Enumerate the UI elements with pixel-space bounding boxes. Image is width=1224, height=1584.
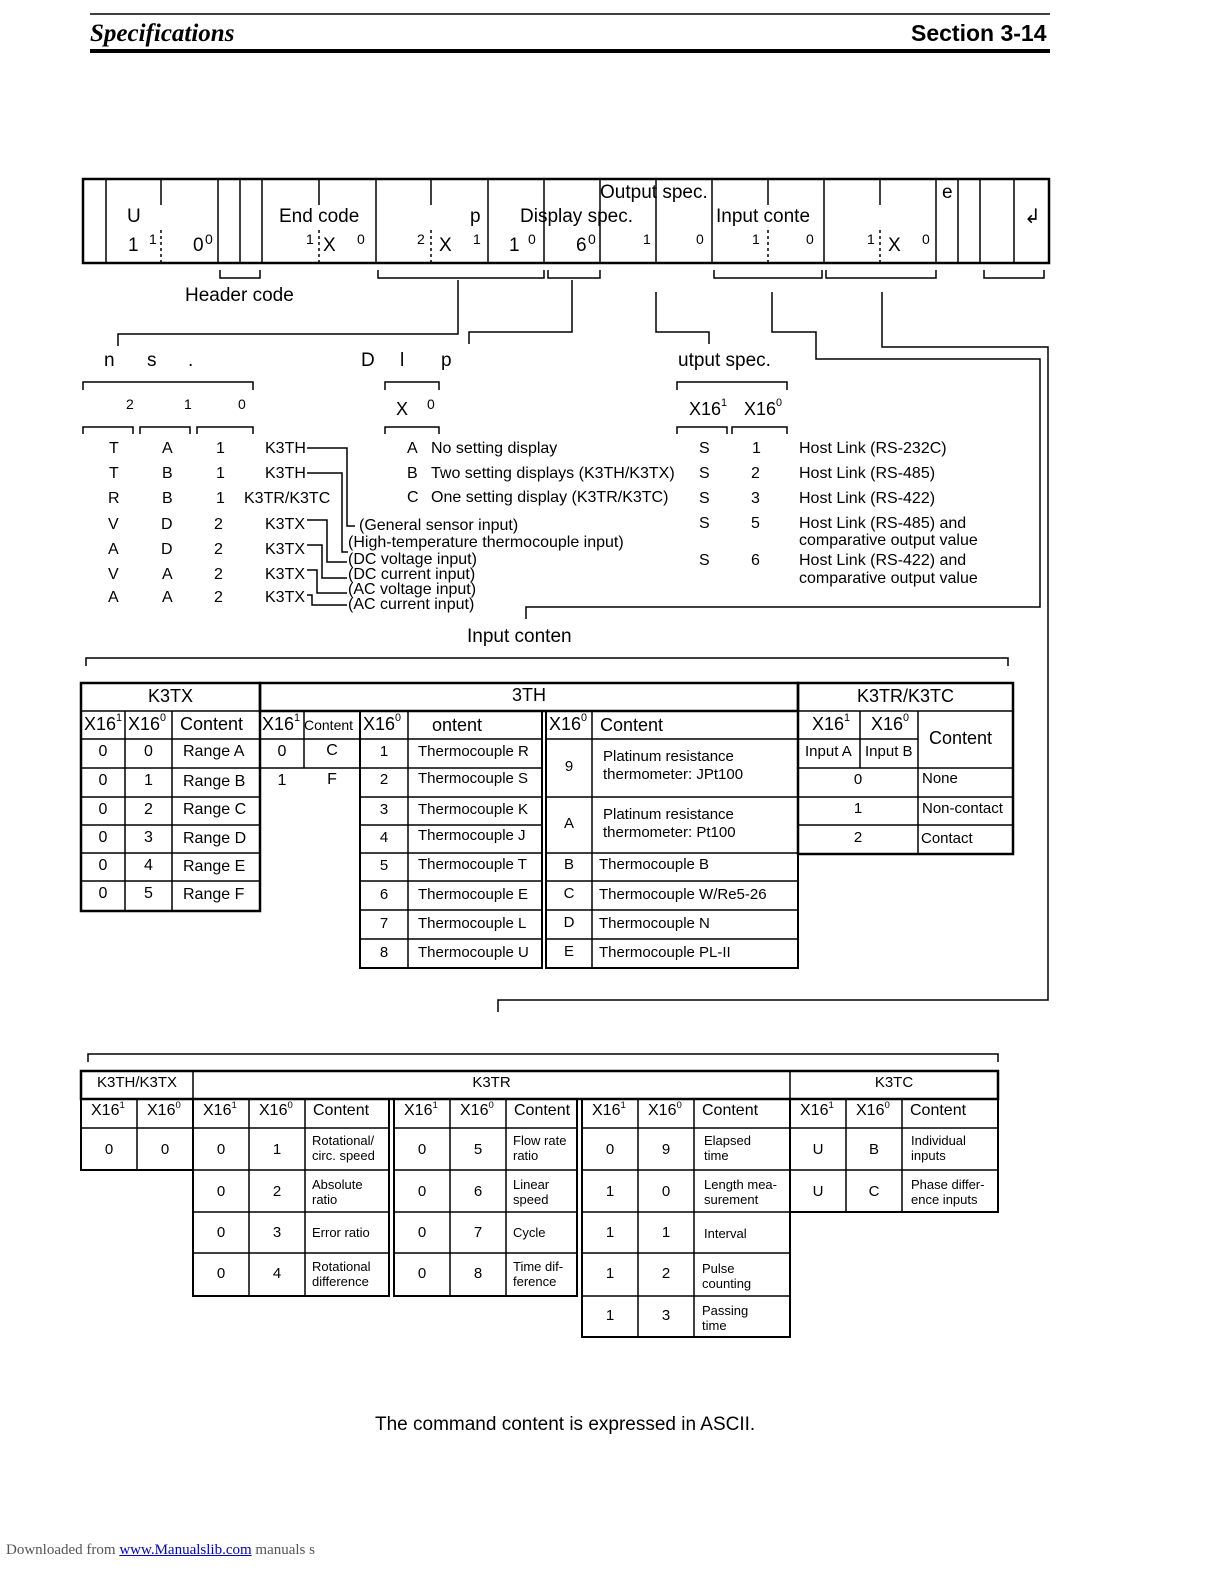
model-note: (DC current input) <box>348 566 476 583</box>
model-row-b: A <box>162 589 173 606</box>
frame-digit: 0 <box>696 231 704 247</box>
model-note: (AC current input) <box>348 596 475 613</box>
cell: Platinum resistance thermometer: JPt100 <box>603 748 744 783</box>
output-b: 5 <box>751 515 760 532</box>
cell: 0 <box>216 1224 226 1241</box>
cell: Passing time <box>702 1303 749 1333</box>
frame-digit: 0 <box>922 231 930 247</box>
cell: 4 <box>272 1265 282 1282</box>
frame-digit: 1 <box>306 231 314 247</box>
cell: Length mea- surement <box>704 1177 777 1207</box>
display-code: B <box>407 465 418 482</box>
cell: Contact <box>921 830 973 847</box>
cell: 1 <box>144 772 153 789</box>
output-a: S <box>699 440 710 457</box>
cell: B <box>868 1141 879 1158</box>
output-col1: $X16^1$ <box>689 397 728 419</box>
model-row-c: 2 <box>214 566 223 583</box>
display-text: Two setting displays (K3TH/K3TX) <box>431 465 675 482</box>
cell: 0 <box>417 1183 427 1200</box>
col-head: $X16^0$ <box>856 1100 890 1119</box>
sub-head: Input A <box>805 743 852 760</box>
frame-digit: 0 <box>528 231 536 247</box>
model-title-frag: n <box>104 350 115 371</box>
col-head: Content <box>910 1102 967 1119</box>
col-head: $X16^1$ <box>800 1100 834 1119</box>
frame-label-display-spec: Display spec. <box>520 206 633 227</box>
model-row-b: A <box>162 440 173 457</box>
cell: Thermocouple K <box>418 801 529 818</box>
cell: 0 <box>417 1224 427 1241</box>
cell: 7 <box>379 915 389 932</box>
output-text: Host Link (RS-422) and <box>799 552 967 569</box>
cell: 1 <box>379 743 389 760</box>
model-row-c: 2 <box>214 589 223 606</box>
frame-digit: 6 <box>576 235 587 256</box>
cell: 0 <box>417 1265 427 1282</box>
col-head: $X16^1$ <box>404 1100 438 1119</box>
model-note: (High-temperature thermocouple input) <box>348 534 624 551</box>
output-text2: comparative output value <box>799 570 978 587</box>
frame-digit: 1 <box>867 231 875 247</box>
table1-group-k3tx: K3TX <box>147 686 194 706</box>
col-head: Content <box>514 1102 571 1119</box>
col-head: Content <box>180 714 244 734</box>
frame-digit: X <box>323 235 336 256</box>
table1-group-3th: 3TH <box>511 685 546 705</box>
col-head: $X16^0$ <box>363 712 402 734</box>
cell: 1 <box>605 1307 615 1324</box>
cell: 0 <box>104 1141 114 1158</box>
col-head: Content <box>600 715 664 735</box>
col-head: $X16^0$ <box>648 1100 682 1119</box>
cell: C <box>563 885 575 902</box>
col-head: $X16^0$ <box>549 712 588 734</box>
output-b: 2 <box>751 465 760 482</box>
cell: Range C <box>183 801 247 818</box>
table1-group-k3tr: K3TR/K3TC <box>856 686 955 706</box>
cell: 5 <box>473 1141 483 1158</box>
cell: 0 <box>98 857 108 874</box>
cell: 6 <box>473 1183 483 1200</box>
cell: 0 <box>144 743 153 760</box>
display-col-0: 0 <box>427 396 435 412</box>
cell: B <box>563 856 574 873</box>
table2-group-k3th: K3TH/K3TX <box>96 1074 178 1091</box>
cell: 0 <box>98 885 108 902</box>
cell: None <box>922 770 958 787</box>
output-text: Host Link (RS-422) <box>799 490 936 507</box>
frame-digit: 1 <box>149 231 157 247</box>
frame-digit: 0 <box>357 231 365 247</box>
cell: Range D <box>183 830 247 847</box>
cell: 0 <box>98 829 108 846</box>
model-row-name: K3TX <box>265 589 306 606</box>
cell: 0 <box>98 743 108 760</box>
sub-head: Input B <box>865 743 913 760</box>
cell: 1 <box>605 1224 615 1241</box>
enter-icon: ↲ <box>1024 206 1041 228</box>
cell: 3 <box>379 801 389 818</box>
cell: Thermocouple N <box>599 915 710 932</box>
model-row-c: 2 <box>214 516 223 533</box>
cell: 3 <box>272 1224 282 1241</box>
display-code: A <box>407 440 418 457</box>
display-code: C <box>407 489 419 506</box>
cell: 3 <box>661 1307 671 1324</box>
output-col0: $X16^0$ <box>744 397 783 419</box>
frame-digit: 0 <box>205 231 213 247</box>
footer: Downloaded from www.Manualslib.com manuals s <box>6 1542 315 1558</box>
cell: Thermocouple B <box>599 856 710 873</box>
display-title-frag: D <box>361 350 375 371</box>
model-note: (DC voltage input) <box>348 551 477 568</box>
cell: 7 <box>473 1224 483 1241</box>
cell: 4 <box>379 829 389 846</box>
cell: Rotational difference <box>312 1259 371 1289</box>
model-row-a: R <box>108 490 120 507</box>
cell: U <box>812 1141 824 1158</box>
cell: 0 <box>216 1141 226 1158</box>
cell: Range B <box>183 773 246 790</box>
cell: 0 <box>417 1141 427 1158</box>
cell: 1 <box>277 772 287 789</box>
cell: 9 <box>661 1141 671 1158</box>
cell: 1 <box>272 1141 282 1158</box>
output-text2: comparative output value <box>799 532 978 549</box>
section-number: Section 3-14 <box>911 20 1047 46</box>
frame-label-unit: U <box>127 206 141 227</box>
cell: Rotational/ circ. speed <box>312 1133 375 1163</box>
col-head: ontent <box>432 715 483 735</box>
col-head: $X16^0$ <box>259 1100 293 1119</box>
model-row-b: A <box>162 566 173 583</box>
cell: 2 <box>853 829 863 846</box>
cell: 0 <box>98 772 108 789</box>
cell: 2 <box>272 1183 282 1200</box>
output-title: utput spec. <box>678 350 771 371</box>
model-row-name: K3TR/K3TC <box>244 490 331 507</box>
cell: Thermocouple L <box>418 915 527 932</box>
cell: Linear speed <box>513 1177 550 1207</box>
model-note: (General sensor input) <box>359 517 519 534</box>
model-col-head: 2 <box>126 396 134 412</box>
cell: 0 <box>216 1265 226 1282</box>
cell: U <box>812 1183 824 1200</box>
model-row-name: K3TX <box>265 516 306 533</box>
model-title-frag: s <box>147 350 157 371</box>
model-title-frag: . <box>188 350 194 371</box>
cell: D <box>563 914 575 931</box>
model-col-head: 0 <box>238 396 246 412</box>
cell: 9 <box>564 758 574 775</box>
cell: Flow rate ratio <box>513 1133 567 1163</box>
output-text: Host Link (RS-485) and <box>799 515 967 532</box>
model-row-c: 1 <box>216 465 225 482</box>
model-row-a: A <box>108 541 119 558</box>
frame-digit: X <box>439 235 452 256</box>
cell: Range E <box>183 858 246 875</box>
display-title-frag: l <box>400 350 405 371</box>
frame-label-end-code: End code <box>279 206 360 227</box>
col-head: $X16^1$ <box>592 1100 626 1119</box>
col-head: $X16^0$ <box>871 712 910 734</box>
table2-group-k3tr: K3TR <box>472 1074 511 1091</box>
model-row-c: 1 <box>216 440 225 457</box>
cell: 4 <box>144 857 153 874</box>
col-head: Content <box>702 1102 759 1119</box>
col-head: $X16^1$ <box>84 712 123 734</box>
cell: 1 <box>605 1183 615 1200</box>
cell: Thermocouple J <box>418 827 526 844</box>
cell: Error ratio <box>312 1225 370 1240</box>
model-row-a: A <box>108 589 119 606</box>
frame-label-input-content: Input conte <box>716 206 811 227</box>
output-text: Host Link (RS-232C) <box>799 440 947 457</box>
col-head: $X16^1$ <box>262 712 301 734</box>
model-note: (AC voltage input) <box>348 581 477 598</box>
cell: Range A <box>183 743 245 760</box>
cell: Absolute ratio <box>312 1177 363 1207</box>
cell: Pulse counting <box>702 1261 752 1291</box>
frame-digit: 0 <box>588 231 596 247</box>
model-row-b: D <box>161 541 173 558</box>
frame-digit: 1 <box>128 235 139 256</box>
frame-digit: 1 <box>752 231 760 247</box>
output-a: S <box>699 515 710 532</box>
frame-digit: 2 <box>417 231 425 247</box>
output-b: 3 <box>751 490 760 507</box>
display-col-x: X <box>396 399 409 419</box>
output-a: S <box>699 465 710 482</box>
table2-group-k3tc: K3TC <box>874 1074 914 1091</box>
cell: Individual inputs <box>911 1133 966 1163</box>
page-header-title: Specifications <box>90 20 235 47</box>
output-text: Host Link (RS-485) <box>799 465 936 482</box>
cell: 1 <box>853 800 863 817</box>
cell: Thermocouple E <box>418 886 529 903</box>
model-row-name: K3TX <box>265 541 306 558</box>
cell: C <box>868 1183 880 1200</box>
frame-digit: 0 <box>806 231 814 247</box>
display-text: One setting display (K3TR/K3TC) <box>431 489 669 506</box>
output-a: S <box>699 552 710 569</box>
model-row-a: V <box>108 566 119 583</box>
cell: Cycle <box>513 1225 546 1240</box>
cell: Thermocouple T <box>418 856 527 873</box>
frame-digit: 1 <box>643 231 651 247</box>
cell: 0 <box>160 1141 170 1158</box>
display-text: No setting display <box>431 440 558 457</box>
col-head: $X16^1$ <box>812 712 851 734</box>
col-head: $X16^0$ <box>147 1100 181 1119</box>
cell: F <box>327 771 337 788</box>
cell: Time dif- ference <box>513 1259 564 1289</box>
cell: Thermocouple S <box>418 770 529 787</box>
model-row-b: B <box>162 490 173 507</box>
footer-link[interactable]: www.Manualslib.com <box>119 1542 252 1558</box>
cell: Thermocouple PL-II <box>599 944 731 961</box>
cell: C <box>326 742 338 759</box>
cell: 0 <box>98 801 108 818</box>
frame-digit: 1 <box>509 235 520 256</box>
model-row-a: V <box>108 516 119 533</box>
header-code-label: Header code <box>185 285 294 306</box>
frame-label-e: e <box>942 182 953 203</box>
cell: 5 <box>379 857 389 874</box>
cell: 3 <box>144 829 153 846</box>
frame-digit: 1 <box>473 231 481 247</box>
cell: 0 <box>853 771 863 788</box>
cell: 1 <box>605 1265 615 1282</box>
model-row-a: T <box>109 465 119 482</box>
col-head: $X16^0$ <box>128 712 167 734</box>
cell: Non-contact <box>922 800 1003 817</box>
model-col-head: 1 <box>184 396 192 412</box>
frame-digit: 0 <box>193 235 204 256</box>
display-title-frag: p <box>441 350 452 371</box>
input-content-title: Input conten <box>467 626 572 647</box>
cell: Thermocouple W/Re5-26 <box>599 886 767 903</box>
frame-digit: X <box>888 235 901 256</box>
caption: The command content is expressed in ASCII. <box>375 1414 756 1435</box>
col-head: $X16^1$ <box>91 1100 125 1119</box>
cell: 5 <box>144 885 153 902</box>
model-row-name: K3TH <box>265 465 306 482</box>
cell: E <box>563 943 574 960</box>
model-row-name: K3TX <box>265 566 306 583</box>
model-row-c: 1 <box>216 490 225 507</box>
cell: A <box>563 815 574 832</box>
cell: Range F <box>183 886 245 903</box>
cell: 8 <box>379 944 389 961</box>
cell: Phase differ- ence inputs <box>911 1177 985 1207</box>
cell: 2 <box>144 801 153 818</box>
cell: Thermocouple U <box>418 944 529 961</box>
output-b: 6 <box>751 552 760 569</box>
col-head: Content <box>929 728 993 748</box>
cell: 2 <box>661 1265 671 1282</box>
cell: 0 <box>605 1141 615 1158</box>
cell: Platinum resistance thermometer: Pt100 <box>603 806 736 841</box>
model-row-c: 2 <box>214 541 223 558</box>
cell: 0 <box>661 1183 671 1200</box>
cell: 8 <box>473 1265 483 1282</box>
model-row-b: D <box>161 516 173 533</box>
cell: 0 <box>216 1183 226 1200</box>
model-row-a: T <box>109 440 119 457</box>
model-row-name: K3TH <box>265 440 306 457</box>
cell: Thermocouple R <box>418 743 529 760</box>
cell: Elapsed time <box>704 1133 751 1163</box>
cell: Interval <box>704 1226 747 1241</box>
cell: 0 <box>277 743 287 760</box>
output-b: 1 <box>752 440 761 457</box>
col-head: Content <box>304 717 354 733</box>
output-a: S <box>699 490 710 507</box>
col-head: Content <box>313 1102 370 1119</box>
col-head: $X16^0$ <box>460 1100 494 1119</box>
frame-label-output-spec: Output spec. <box>600 182 708 203</box>
frame-label-p: p <box>470 206 481 227</box>
col-head: $X16^1$ <box>203 1100 237 1119</box>
cell: 1 <box>661 1224 671 1241</box>
cell: 2 <box>379 771 389 788</box>
model-row-b: B <box>162 465 173 482</box>
cell: 6 <box>379 886 389 903</box>
